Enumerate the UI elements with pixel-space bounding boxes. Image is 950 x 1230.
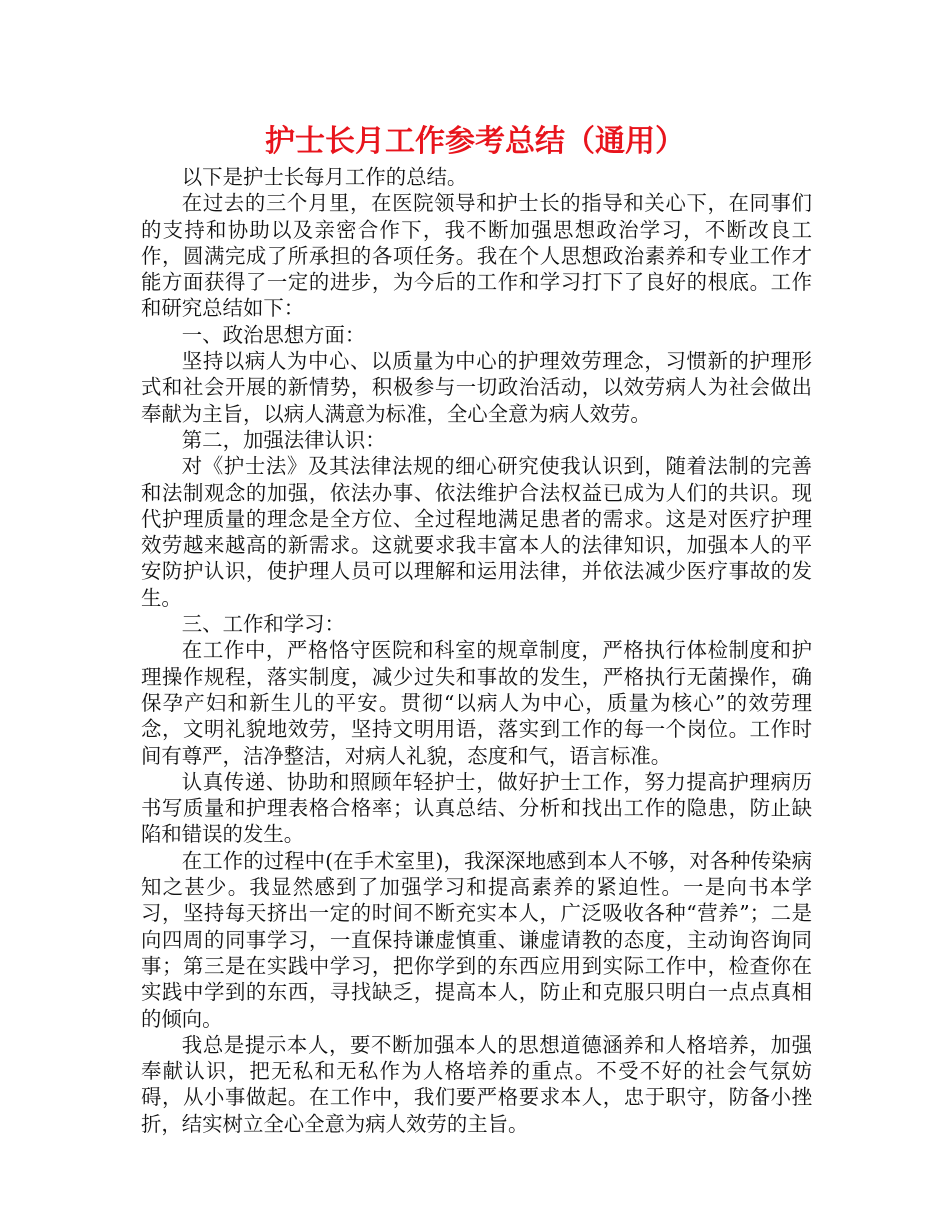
paragraph-learning: 在工作的过程中(在手术室里)，我深深地感到本人不够，对各种传染病知之甚少。我显然感到了加强学习和提高素养的紧迫性。一是向书本学习，坚持每天挤出一定的时间不断充实本人，广泛吸收各种“营养”；二是向四周的同事学习，一直保持谦虚慎重、谦虚请教的态度，主动询咨询同事；第三是在实践中学习，把你学到的东西应用到实际工作中，检查你在实践中学到的东西，寻找缺乏，提高本人，防止和克服只明白一点点真相的倾向。: [141, 848, 812, 1031]
paragraph-work-rules: 在工作中，严格恪守医院和科室的规章制度，严格执行体检制度和护理操作规程，落实制度，减少过失和事故的发生，严格执行无菌操作，确保孕产妇和新生儿的平安。贯彻“以病人为中心，质量为核心”的效劳理念，文明礼貌地效劳，坚持文明用语，落实到工作的每一个岗位。工作时间有尊严，洁净整洁，对病人礼貌，态度和气，语言标准。: [141, 638, 812, 768]
paragraph-politics: 坚持以病人为中心、以质量为中心的护理效劳理念，习惯新的护理形式和社会开展的新情势，积极参与一切政治活动，以效劳病人为社会做出奉献为主旨，以病人满意为标准，全心全意为病人效劳。: [141, 349, 812, 426]
paragraph-overview: 在过去的三个月里，在医院领导和护士长的指导和关心下，在同事们的支持和协助以及亲密合作下，我不断加强思想政治学习，不断改良工作，圆满完成了所承担的各项任务。我在个人思想政治素养和专业工作才能方面获得了一定的进步，为今后的工作和学习打下了良好的根底。工作和研究总结如下：: [141, 191, 812, 321]
paragraph-intro: 以下是护士长每月工作的总结。: [181, 165, 468, 189]
paragraph-self-reminder: 我总是提示本人，要不断加强本人的思想道德涵养和人格培养，加强奉献认识，把无私和无私作为人格培养的重点。不受不好的社会气氛妨碍，从小事做起。在工作中，我们要严格要求本人，忠于职守，防备小挫折，结实树立全心全意为病人效劳的主旨。: [141, 1032, 812, 1136]
section-heading-work: 三、工作和学习：: [181, 612, 345, 637]
section-heading-law: 第二，加强法律认识：: [181, 427, 386, 452]
paragraph-law: 对《护士法》及其法律法规的细心研究使我认识到，随着法制的完善和法制观念的加强，依法办事、依法维护合法权益已成为人们的共识。现代护理质量的理念是全方位、全过程地满足患者的需求。这是对医疗护理效劳越来越高的新需求。这就要求我丰富本人的法律知识，加强本人的平安防护认识，使护理人员可以理解和运用法律，并依法减少医疗事故的发生。: [141, 454, 812, 610]
section-heading-politics: 一、政治思想方面：: [181, 322, 366, 347]
paragraph-mentoring: 认真传递、协助和照顾年轻护士，做好护士工作，努力提高护理病历书写质量和护理表格合格率；认真总结、分析和找出工作的隐患，防止缺陷和错误的发生。: [141, 769, 812, 847]
document-title: 护士长月工作参考总结（通用）: [265, 124, 685, 159]
document-body: [141, 164, 812, 1137]
